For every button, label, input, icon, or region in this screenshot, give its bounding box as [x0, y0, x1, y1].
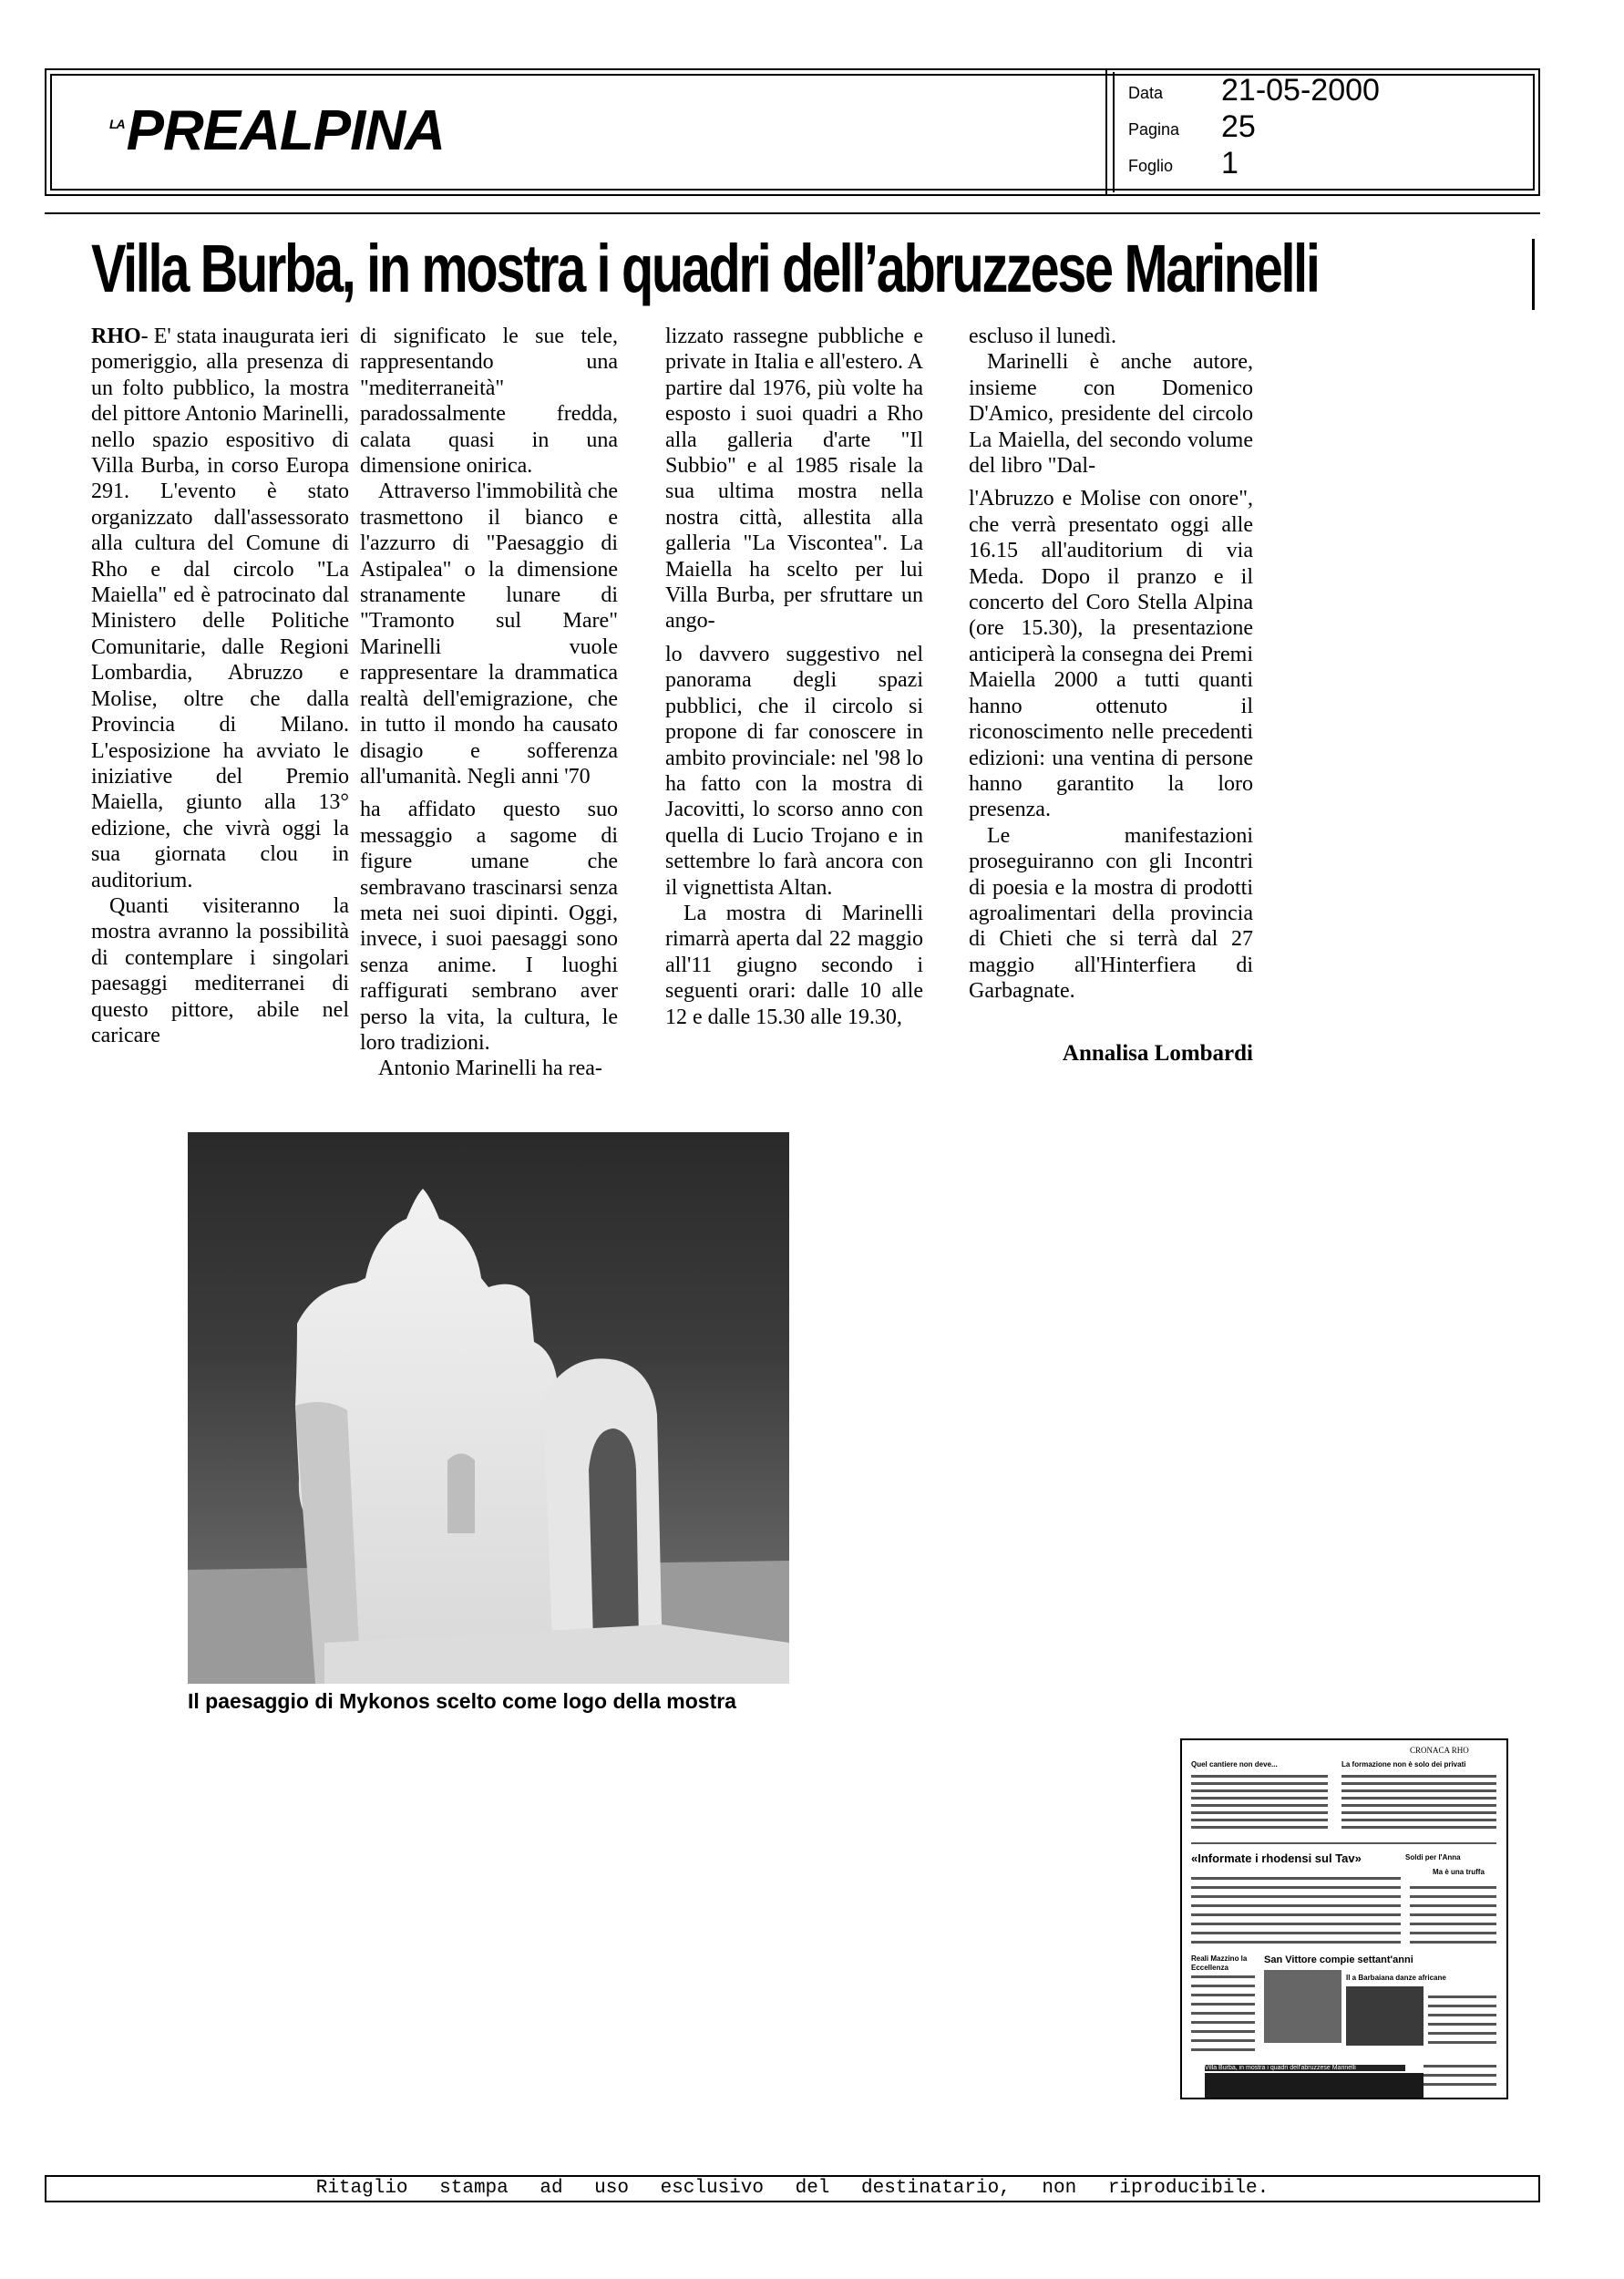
thumbnail-head-2: La formazione non è solo dei privati [1341, 1760, 1466, 1769]
thumbnail-section: CRONACA RHO [1410, 1746, 1469, 1755]
byline: Annalisa Lombardi [1062, 1041, 1253, 1066]
column-2-paragraph-4: Antonio Marinelli ha rea- [378, 1057, 602, 1081]
article-column-3 [665, 324, 923, 1030]
chapel-illustration [188, 1132, 789, 1684]
thumbnail-head-6: Reali Mazzino la Eccellenza [1191, 1954, 1248, 1972]
logo-prefix: LA [109, 117, 125, 131]
article-headline: Villa Burba, in mostra i quadri dell’abruzzese Marinelli [91, 231, 1319, 306]
thumbnail-head-8: Il a Barbaiana danze africane [1346, 1974, 1446, 1982]
meta-value-data: 21-05-2000 [1221, 73, 1380, 108]
logo-text: PREALPINA [126, 99, 445, 162]
newspaper-logo [109, 98, 445, 163]
column-2-paragraph-1: di significato le sue tele, rappresentando una "mediterraneità" paradossalmente fredda, calata quasi in una dimensione onirica. [360, 325, 618, 479]
thumbnail-head-9: Villa Burba, in mostra i quadri dell'abruzzese Marinelli [1205, 2065, 1405, 2071]
column-3-paragraph-1: lizzato rassegne pubbliche e private in Italia e all'estero. A partire dal 1976, più volte ha esposto i suoi quadri a Rho alla galleria d'arte "Il Subbio" e al 1985 risale la sua ultima mostra nella nostra città, allestita alla galleria "La Viscontea". La Maiella ha scelto per lui Villa Burba, per sfruttare un ango- [665, 325, 923, 634]
thumbnail-head-5: Ma è una truffa [1433, 1868, 1485, 1876]
column-4-paragraph-1: escluso il lunedì. [969, 325, 1116, 348]
meta-label-pagina: Pagina [1128, 120, 1180, 139]
meta-label-foglio: Foglio [1128, 157, 1174, 175]
article-column-1 [91, 324, 349, 1048]
column-2-paragraph-3: ha affidato questo suo messaggio a sagome di figure umane che sembravano trascinarsi senza meta nei suoi dipinti. Oggi, invece, i suoi paesaggi sono senza anime. I luoghi raffigurati sembrano aver perso la vita, la cultura, le loro tradizioni. [360, 798, 618, 1055]
column-3-paragraph-2: lo davvero suggestivo nel panorama degli spazi pubblici, che il circolo si propone di far conoscere in ambito provinciale: nel '98 lo ha fatto con la mostra di Jacovitti, lo scorso anno con quella di Lucio Trojano e in settembre lo farà ancora con il vignettista Altan. [665, 642, 923, 900]
column-2-paragraph-2: Attraverso l'immobilità che trasmettono il bianco e l'azzurro di "Paesaggio di Astipalea" o la dimensione stranamente lunare di "Tramonto sul Mare" Marinelli vuole rappresentare la drammatica realtà dell'emigrazione, che in tutto il mondo ha causato disagio e sofferenza all'umanità. Negli anni '70 [360, 480, 618, 789]
dateline: RHO [91, 325, 141, 348]
column-3-paragraph-3: La mostra di Marinelli rimarrà aperta dal 22 maggio all'11 giugno secondo i seguenti orari: dalle 10 alle 12 e dalle 15.30 alle 19.30, [665, 901, 923, 1029]
article-column-2 [360, 324, 618, 1082]
column-4-paragraph-2: Marinelli è anche autore, insieme con Domenico D'Amico, presidente del circolo La Maiella, del secondo volume del libro "Dal- [969, 350, 1253, 479]
thumbnail-head-7: San Vittore compie settant'anni [1264, 1954, 1413, 1965]
thumbnail-photo-3 [1205, 2073, 1424, 2099]
mykonos-photo [188, 1132, 789, 1684]
column-4-paragraph-4: Le manifestazioni proseguiranno con gli Incontri di poesia e la mostra di prodotti agroalimentari della provincia di Chieti che si terrà dal 27 maggio all'Hinterfiera di Garbagnate. [969, 823, 1253, 1004]
top-rule [45, 212, 1540, 214]
article-column-4 [969, 324, 1253, 1005]
photo-caption: Il paesaggio di Mykonos scelto come logo della mostra [188, 1689, 736, 1713]
footer-disclaimer: Ritaglio stampa ad uso esclusivo del destinatario, non riproducibile. [315, 2178, 1269, 2199]
thumbnail-head-4: Soldi per l'Anna [1405, 1853, 1461, 1861]
column-1-paragraph-2: Quanti visiteranno la mostra avranno la possibilità di contemplare i singolari paesaggi mediterranei di questo pittore, abile nel caricare [91, 893, 349, 1047]
meta-value-foglio: 1 [1221, 146, 1239, 180]
column-1-paragraph-1: RHO- E' stata inaugurata ieri pomeriggio, alla presenza di un folto pubblico, la mostra del pittore Antonio Marinelli, nello spazio espositivo di Villa Burba, in corso Europa 291. L'evento è stato organizzato dall'assessorato alla cultura del Comune di Rho e dal circolo "La Maiella" ed è patrocinato dal Ministero delle Politiche Comunitarie, dalle Regioni Lombardia, Abruzzo e Molise, oltre che dalla Provincia di Milano. L'esposizione ha avviato le iniziative del Premio Maiella, giunto alla 13° edizione, che vivrà oggi la sua giornata clou in auditorium. [91, 325, 349, 892]
thumbnail-photo-1 [1346, 1986, 1424, 2046]
meta-value-pagina: 25 [1221, 109, 1256, 144]
meta-label-data: Data [1128, 84, 1164, 102]
thumbnail-photo-2 [1264, 1970, 1341, 2043]
column-4-paragraph-3: l'Abruzzo e Molise con onore", che verrà presentato oggi alle 16.15 all'auditorium di via Meda. Dopo il pranzo e il concerto del Coro Stella Alpina (ore 15.30), la presentazione anticiperà la consegna dei Premi Maiella 2000 a tutti quanti hanno ottenuto il riconoscimento nelle precedenti edizioni: una ventina di persone hanno garantito la loro presenza. [969, 487, 1253, 822]
thumbnail-head-3: «Informate i rhodensi sul Tav» [1191, 1851, 1362, 1865]
thumbnail-head-1: Quel cantiere non deve... [1191, 1760, 1278, 1769]
headline-side-rule [1532, 239, 1535, 310]
page-thumbnail [1180, 1738, 1508, 2099]
